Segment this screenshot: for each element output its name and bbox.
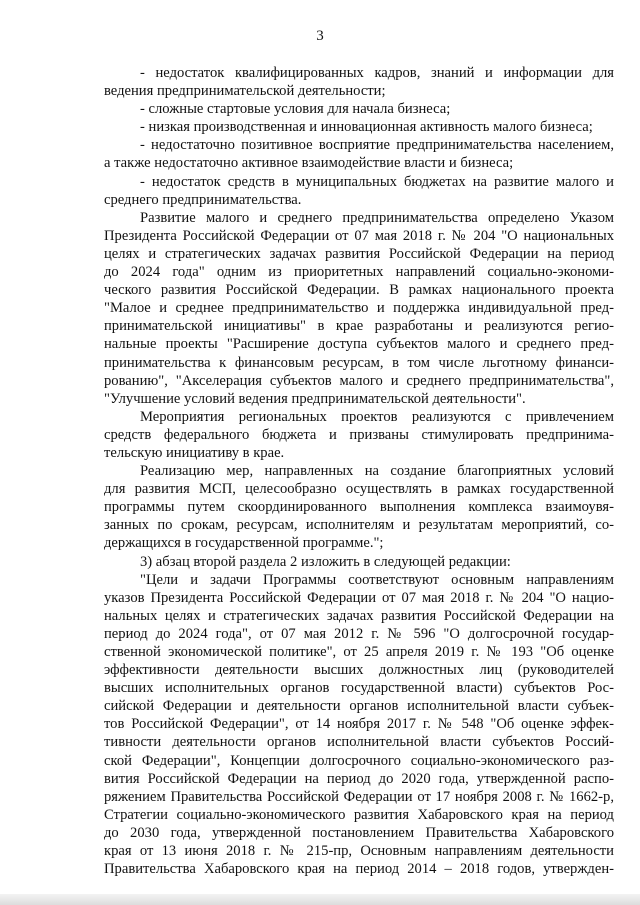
text-line: ческого развития Российской Федерации. В рамках национального проекта xyxy=(104,282,614,299)
text-line: ряжением Правительства Российской Федерации от 17 ноября 2008 г. № 1662-р, xyxy=(104,788,614,805)
text-line: - низкая производственная и инновационная активность малого бизнеса; xyxy=(140,119,593,136)
text-line: занных по срокам, ресурсам, исполнителям и результатам мероприятий, со- xyxy=(104,517,614,534)
text-line: ской Федерации", Концепции долгосрочного социально-экономического раз- xyxy=(104,752,614,769)
text-line: рованию", "Акселерация субъектов малого и среднего предпринимательства", xyxy=(104,372,614,389)
text-line: до 2030 года, утвержденной постановлением Правительства Хабаровского xyxy=(104,824,614,841)
text-line: нальные проекты "Расширение доступа субъектов малого и среднего пред- xyxy=(104,336,614,353)
page-number: 3 xyxy=(316,28,324,44)
text-line: тельскую инициативу в крае. xyxy=(104,444,285,461)
page-bottom-edge xyxy=(0,894,640,905)
text-line: среднего предпринимательства. xyxy=(104,191,302,208)
text-line: эффективности деятельности высших должностных лиц (руководителей xyxy=(104,662,614,679)
text-line: держащихся в государственной программе."; xyxy=(104,535,384,552)
text-line: - недостаток квалифицированных кадров, знаний и информации для xyxy=(140,65,614,81)
text-line: "Цели и задачи Программы соответствуют основным направлениям xyxy=(140,571,614,588)
text-line: - недостаточно позитивное восприятие предпринимательства населением, xyxy=(140,137,614,154)
text-line: Реализацию мер, направленных на создание благоприятных условий xyxy=(140,463,614,480)
text-line: средств федерального бюджета и призваны стимулировать предпринима- xyxy=(104,426,614,443)
text-line: целях и стратегических задачах развития Российской Федерации на период xyxy=(104,245,614,262)
text-line: края от 13 июня 2018 г. № 215-пр, Основным направлениям деятельности xyxy=(104,843,614,860)
text-line: - недостаток средств в муниципальных бюджетах на развитие малого и xyxy=(140,173,614,190)
text-line: нальных целях и стратегических задачах развития Российской Федерации на xyxy=(104,607,614,624)
text-line: программы путем скоординированного выполнения комплекса взаимоувя- xyxy=(104,499,614,516)
text-line: вития Российской Федерации на период до 2020 года, утвержденной распо- xyxy=(104,770,614,787)
text-line: сийской Федерации и деятельности органов исполнительной власти субъек- xyxy=(104,698,614,715)
document-body xyxy=(104,64,614,878)
text-line: период до 2024 года", от 07 мая 2012 г. № 596 "О долгосрочной государ- xyxy=(104,625,614,642)
text-line: указов Президента Российской Федерации от 07 мая 2018 г. № 204 "О нацио- xyxy=(104,589,614,606)
text-line: ведения предпринимательской деятельности; xyxy=(104,83,386,100)
text-line: для развития МСП, целесообразно осуществлять в рамках государственной xyxy=(104,481,614,498)
text-line: до 2024 года" одним из приоритетных направлений социально-экономи- xyxy=(104,264,614,281)
text-line: Президента Российской Федерации от 07 мая 2018 г. № 204 "О национальных xyxy=(104,227,614,244)
text-line: а также недостаточно активное взаимодействие власти и бизнеса; xyxy=(104,155,514,172)
text-line: принимательства к финансовым ресурсам, в том числе льготному финанси- xyxy=(104,354,614,371)
text-line: Мероприятия региональных проектов реализуются с привлечением xyxy=(140,408,614,425)
text-line: тов Российской Федерации", от 14 ноября 2017 г. № 548 "Об оценке эффек- xyxy=(104,716,614,733)
text-line: - сложные стартовые условия для начала бизнеса; xyxy=(140,101,451,118)
text-line: ственной экономической политике", от 25 апреля 2019 г. № 193 "Об оценке xyxy=(104,644,614,660)
text-line: "Малое и среднее предпринимательство и поддержка индивидуальной пред- xyxy=(104,300,614,317)
text-line: Правительства Хабаровского края на период 2014 – 2018 годов, утвержден- xyxy=(104,861,614,878)
text-line: принимательской инициативы" в крае разработаны и реализуются регио- xyxy=(104,318,614,335)
text-line: 3) абзац второй раздела 2 изложить в следующей редакции: xyxy=(140,553,511,570)
text-line: Стратегии социально-экономического развития Хабаровского края на период xyxy=(104,806,614,823)
text-line: тивности деятельности органов исполнительной власти субъектов Россий- xyxy=(104,734,614,751)
text-line: высших исполнительных органов государственной власти) субъектов Рос- xyxy=(104,680,614,697)
text-line: Развитие малого и среднего предпринимательства определено Указом xyxy=(140,209,614,226)
text-line: "Улучшение условий ведения предпринимательской деятельности". xyxy=(104,390,526,407)
